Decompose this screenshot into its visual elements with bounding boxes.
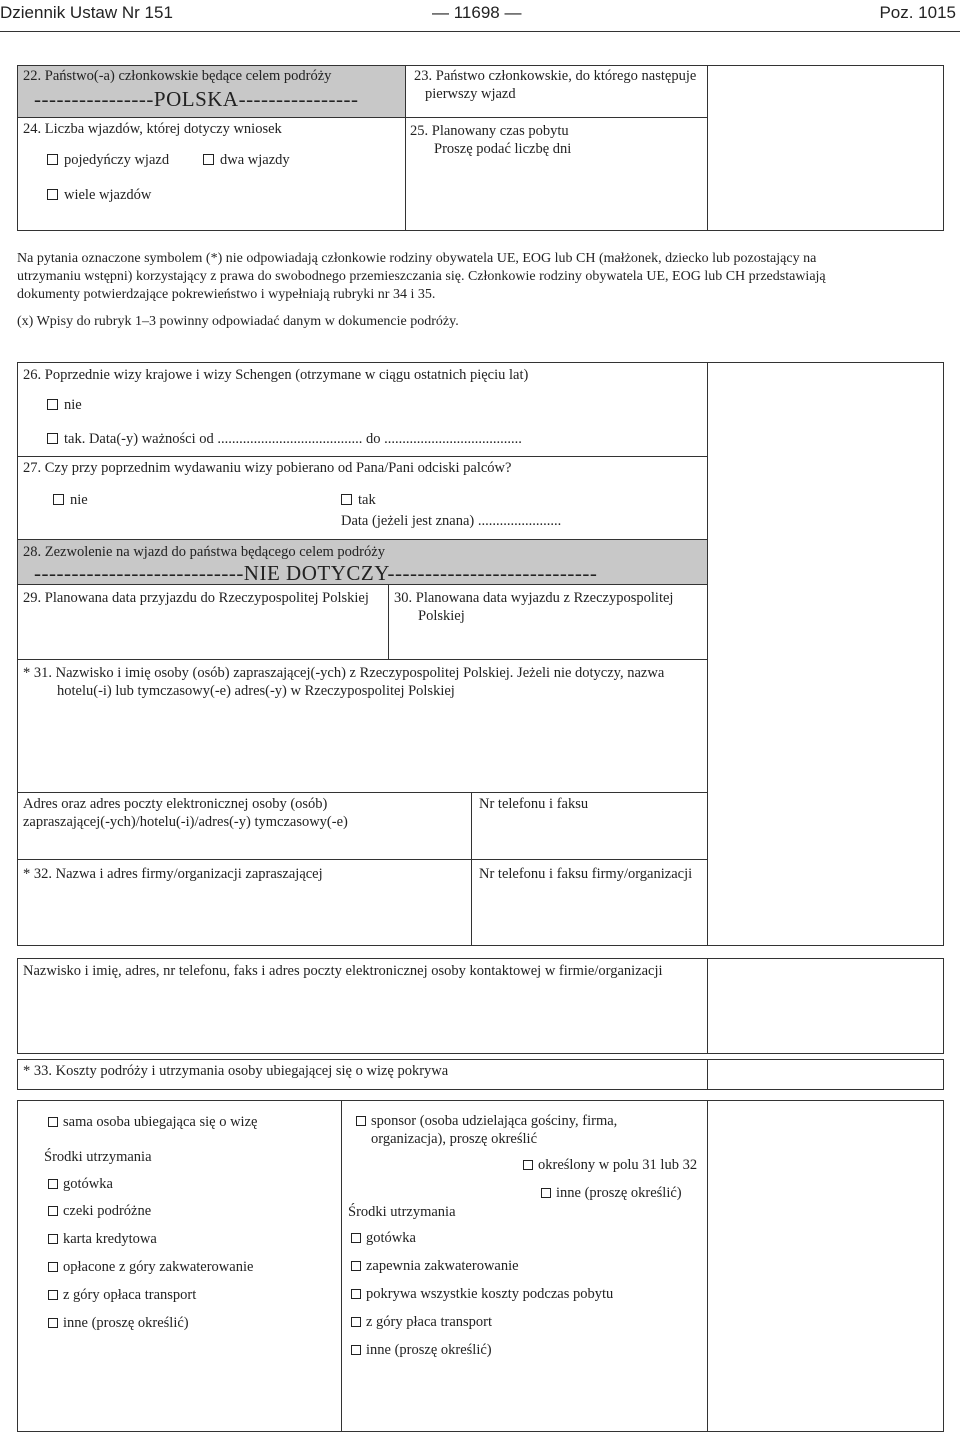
s24-label: 24. Liczba wjazdów, której dotyczy wniosek bbox=[23, 121, 282, 137]
opt-label: dwa wjazdy bbox=[220, 152, 290, 168]
s31-label-2: hotelu(-i) lub tymczasowy(-e) adres(-y) w Rzeczypospolitej Polskiej bbox=[57, 683, 455, 699]
s33-left-means: Środki utrzymania bbox=[44, 1149, 152, 1165]
divider bbox=[707, 584, 708, 946]
checkbox[interactable] bbox=[47, 399, 58, 410]
checkbox[interactable] bbox=[523, 1160, 533, 1170]
note-line-3: dokumenty potwierdzające pokrewieństwo i wypełniają rubryki nr 34 i 35. bbox=[17, 287, 436, 302]
opt-label: pojedyńczy wjazd bbox=[64, 152, 170, 168]
note-line-1: Na pytania oznaczone symbolem (*) nie odpowiadają członkowie rodziny obywatela UE, EOG lub CH (małżonek, dziecko lub pozostający na bbox=[17, 251, 817, 266]
checkbox[interactable] bbox=[203, 154, 214, 165]
position-number: Poz. 1015 bbox=[879, 3, 956, 22]
checkbox[interactable] bbox=[53, 494, 64, 505]
s27-opt-no[interactable] bbox=[53, 492, 88, 509]
checkbox[interactable] bbox=[351, 1289, 361, 1299]
note-line-2: utrzymaniu wstępni) korzystający z prawa do swobodnego przemieszczania się. Członkowie rodziny obywatela UE, EOG lub CH przedstawiają bbox=[17, 269, 826, 284]
s33-right-item[interactable] bbox=[351, 1258, 519, 1275]
checkbox[interactable] bbox=[48, 1290, 58, 1300]
s32-phone-label: Nr telefonu i faksu firmy/organizacji bbox=[479, 866, 693, 882]
header-rule bbox=[0, 31, 960, 32]
s32-label: * 32. Nazwa i adres firmy/organizacji zapraszającej bbox=[23, 866, 323, 882]
opt-label: wiele wjazdów bbox=[64, 187, 152, 203]
opt-label: z góry płaca transport bbox=[366, 1314, 493, 1330]
s33-right-means: Środki utrzymania bbox=[348, 1204, 456, 1220]
divider bbox=[17, 659, 707, 660]
opt-label: inne (proszę określić) bbox=[63, 1315, 189, 1331]
s29-label: 29. Planowana data przyjazdu do Rzeczypospolitej Polskiej bbox=[23, 590, 369, 606]
s28-value: ----------------------------NIE DOTYCZY---------------------------- bbox=[34, 561, 598, 585]
s33-sub-specified[interactable] bbox=[523, 1157, 697, 1174]
s31-address-label-2: zapraszającej(-ych)/hotelu(-i)/adres(-y) tymczasowy(-e) bbox=[23, 814, 348, 830]
s33-sponsor-line-2: organizacja), proszę określić bbox=[371, 1131, 537, 1147]
s33-right-item[interactable] bbox=[351, 1286, 613, 1303]
s33-right-item[interactable] bbox=[351, 1230, 416, 1247]
opt-label: inne (proszę określić) bbox=[556, 1185, 682, 1201]
divider bbox=[707, 65, 708, 231]
s25-label: 25. Planowany czas pobytu bbox=[410, 123, 569, 139]
s27-opt-yes[interactable] bbox=[341, 492, 376, 509]
checkbox[interactable] bbox=[341, 494, 352, 505]
opt-label: nie bbox=[70, 492, 88, 508]
s33-left-item[interactable] bbox=[48, 1203, 151, 1220]
opt-label: pokrywa wszystkie koszty podczas pobytu bbox=[366, 1286, 614, 1302]
s33-left-item[interactable] bbox=[48, 1176, 113, 1193]
divider bbox=[388, 584, 389, 659]
s24-opt-multi[interactable] bbox=[47, 187, 151, 204]
divider bbox=[471, 792, 472, 946]
opt-label: czeki podróżne bbox=[63, 1203, 152, 1219]
journal-title: Dziennik Ustaw Nr 151 bbox=[0, 3, 173, 22]
opt-label: z góry opłaca transport bbox=[63, 1287, 197, 1303]
s31-phone-label: Nr telefonu i faksu bbox=[479, 796, 589, 812]
checkbox[interactable] bbox=[351, 1345, 361, 1355]
s33-left-item[interactable] bbox=[48, 1231, 157, 1248]
opt-label: gotówka bbox=[366, 1230, 416, 1246]
checkbox[interactable] bbox=[48, 1318, 58, 1328]
divider bbox=[17, 456, 707, 457]
checkbox[interactable] bbox=[48, 1234, 58, 1244]
opt-label: nie bbox=[64, 397, 82, 413]
s31-address-label: Adres oraz adres poczty elektronicznej osoby (osób) bbox=[23, 796, 328, 812]
s32-contact-label: Nazwisko i imię, adres, nr telefonu, faks i adres poczty elektronicznej osoby kontaktowej w firmie/organizacji bbox=[23, 963, 663, 979]
s33-opt-self[interactable] bbox=[48, 1114, 257, 1131]
checkbox[interactable] bbox=[48, 1206, 58, 1216]
checkbox[interactable] bbox=[351, 1261, 361, 1271]
s24-opt-single[interactable] bbox=[47, 152, 169, 169]
page-header bbox=[0, 0, 960, 24]
s23-label-2: pierwszy wjazd bbox=[425, 86, 516, 102]
s23-label: 23. Państwo członkowskie, do którego następuje bbox=[414, 68, 697, 84]
opt-label: zapewnia zakwaterowanie bbox=[366, 1258, 519, 1274]
opt-label: określony w polu 31 lub 32 bbox=[538, 1157, 698, 1173]
divider bbox=[707, 1100, 708, 1432]
opt-label: sama osoba ubiegająca się o wizę bbox=[63, 1114, 258, 1130]
s27-date: Data (jeżeli jest znana) ....................... bbox=[341, 513, 562, 529]
s28-label: 28. Zezwolenie na wjazd do państwa będącego celem podróży bbox=[23, 544, 385, 560]
checkbox[interactable] bbox=[47, 189, 58, 200]
s31-label: * 31. Nazwisko i imię osoby (osób) zapraszającej(-ych) z Rzeczypospolitej Polskiej. Jeżeli nie dotyczy, nazwa bbox=[23, 665, 665, 681]
s24-opt-double[interactable] bbox=[203, 152, 290, 169]
checkbox[interactable] bbox=[356, 1116, 366, 1126]
opt-label: opłacone z góry zakwaterowanie bbox=[63, 1259, 254, 1275]
s26-opt-no[interactable] bbox=[47, 397, 82, 414]
checkbox[interactable] bbox=[47, 154, 58, 165]
checkbox[interactable] bbox=[541, 1188, 551, 1198]
s22-label: 22. Państwo(-a) członkowskie będące celem podróży bbox=[23, 68, 332, 84]
checkbox[interactable] bbox=[351, 1233, 361, 1243]
s30-label-2: Polskiej bbox=[418, 608, 465, 624]
opt-label: inne (proszę określić) bbox=[366, 1342, 492, 1358]
s33-left-item[interactable] bbox=[48, 1259, 253, 1276]
s30-label: 30. Planowana data wyjazdu z Rzeczypospolitej bbox=[394, 590, 674, 606]
divider bbox=[341, 1100, 342, 1432]
s33-label: * 33. Koszty podróży i utrzymania osoby ubiegającej się o wizę pokrywa bbox=[23, 1063, 449, 1079]
opt-label: sponsor (osoba udzielająca gościny, firma, bbox=[371, 1113, 618, 1129]
divider bbox=[707, 958, 708, 1054]
divider bbox=[17, 792, 707, 793]
s33-sub-other[interactable] bbox=[541, 1185, 682, 1202]
checkbox[interactable] bbox=[48, 1117, 58, 1127]
s33-right-item[interactable] bbox=[351, 1314, 492, 1331]
page-number: — 11698 — bbox=[432, 3, 522, 22]
s33-right-item[interactable] bbox=[351, 1342, 492, 1359]
s27-label: 27. Czy przy poprzednim wydawaniu wizy pobierano od Pana/Pani odciski palców? bbox=[23, 460, 512, 476]
divider bbox=[707, 1059, 708, 1090]
divider bbox=[707, 362, 708, 584]
s26-opt-yes[interactable] bbox=[47, 431, 522, 448]
s25-label-2: Proszę podać liczbę dni bbox=[434, 141, 572, 157]
divider bbox=[405, 65, 406, 231]
opt-label: tak. Data(-y) ważności od ........................................ do ...................................... bbox=[64, 431, 522, 447]
divider bbox=[17, 859, 707, 860]
s33-left-item[interactable] bbox=[48, 1287, 196, 1304]
note-line-4: (x) Wpisy do rubryk 1–3 powinny odpowiadać danym w dokumencie podróży. bbox=[17, 314, 459, 329]
checkbox[interactable] bbox=[351, 1317, 361, 1327]
s26-label: 26. Poprzednie wizy krajowe i wizy Schengen (otrzymane w ciągu ostatnich pięciu lat) bbox=[23, 367, 529, 383]
opt-label: gotówka bbox=[63, 1176, 113, 1192]
s22-value: ----------------POLSKA---------------- bbox=[34, 87, 359, 111]
s33-opt-sponsor[interactable] bbox=[356, 1113, 617, 1130]
checkbox[interactable] bbox=[48, 1179, 58, 1189]
checkbox[interactable] bbox=[47, 433, 58, 444]
divider bbox=[17, 117, 707, 118]
opt-label: karta kredytowa bbox=[63, 1231, 157, 1247]
opt-label: tak bbox=[358, 492, 376, 508]
s33-left-item[interactable] bbox=[48, 1315, 189, 1332]
checkbox[interactable] bbox=[48, 1262, 58, 1272]
